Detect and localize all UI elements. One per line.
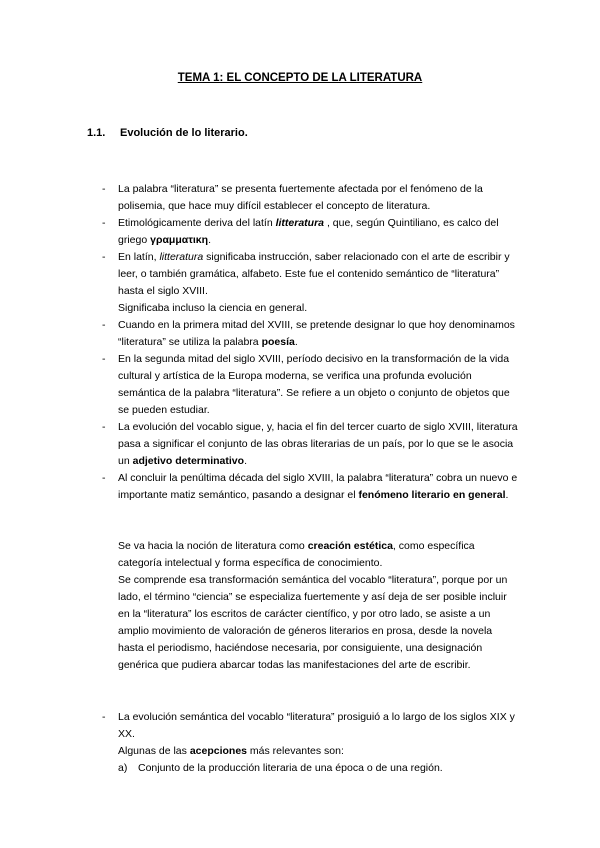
bullet-text: La palabra “literatura” se presenta fuertemente afectada por el fenómeno de la polisemia, que hace muy difícil establecer el concepto de literatura. [118,183,483,212]
bullet-text: . [505,489,509,501]
bullet-text: , que, según Quintiliano, es calco del griego [118,217,499,246]
section-heading [87,125,248,142]
bullet-dash: - [102,183,106,195]
bullet-text: Al concluir la penúltima década del siglo XVIII, la palabra “literatura” cobra un nuevo e importante matiz semántico, pasando a designar el [118,472,518,501]
bullet-text: La evolución del vocablo sigue, y, hacia el fin del tercer cuarto de siglo XVIII, literatura pasa a significar el conjunto de las obras literarias de un país, por lo que se le asocia un [118,421,518,467]
list-item [102,181,518,215]
paragraph [118,538,518,572]
bold-term: creación estética [307,540,393,552]
paragraph: Se comprende esa transformación semántica del vocablo “literatura”, porque por un lado, el término “ciencia” se especializa fuertemente y así deja de ser posible incluir en la “literatura” los escritos de carácter científico, y por otro lado, se asiste a un amplio movimiento de valoración de géneros literarios en prosa, desde la novela hasta el periodismo, haciéndose necesaria, por consiguiente, una designación genérica que pudiera abarcar todas las manifestaciones del arte de escribir. [118,574,508,671]
greek-term: γραμματικη [150,234,209,246]
list-item [102,419,518,470]
bullet-text: . [208,234,211,246]
page-title: TEMA 1: EL CONCEPTO DE LA LITERATURA [177,72,423,84]
bullet-text: Algunas de las [118,745,190,757]
bullet-text: . [294,336,298,348]
list-item [102,215,518,249]
bullet-text: más relevantes son: [247,745,344,757]
list-item [102,470,518,504]
bullet-dash: - [102,251,106,263]
sub-list-label: a) [118,762,128,774]
bullet-text: Cuando en la primera mitad del XVIII, se pretende designar lo que hoy denominamos “literatura” se utiliza la palabra [118,319,515,348]
emphasis-term: litteratura [275,217,325,229]
paragraph-text: , como específica categoría intelectual y forma específica de conocimiento. [118,540,475,569]
list-item [102,351,518,419]
bold-term: adjetivo determinativo [132,455,245,467]
bullet-dash: - [102,711,106,723]
bullet-dash: - [102,353,106,365]
bullet-text: Significaba incluso la ciencia en general. [118,302,308,314]
list-item [102,249,518,317]
sub-list [118,760,518,777]
section-title: Evolución de lo literario. [120,127,248,139]
list-item [102,317,518,351]
bullet-list [102,709,518,777]
bold-term: poesía [261,336,295,348]
bold-term: fenómeno literario en general [358,489,506,501]
bullet-text: . [244,455,247,467]
paragraph-text: Se va hacia la noción de literatura como [118,540,308,552]
bullet-dash: - [102,319,106,331]
paragraph-block [118,538,518,674]
bullet-dash: - [102,421,106,433]
bullet-dash: - [102,472,106,484]
bullet-text: En latín, [118,251,160,263]
bullet-dash: - [102,217,106,229]
bullet-list [102,181,518,504]
bold-term: acepciones [189,745,248,757]
list-item [102,709,518,777]
bullet-text: En la segunda mitad del siglo XVIII, período decisivo en la transformación de la vida cultural y artística de la Europa moderna, se verifica una profunda evolución semántica de la palabra “literatura”. Se refiere a un objeto o conjunto de objetos que se pueden estudiar. [118,353,510,416]
bullet-text: La evolución semántica del vocablo “literatura” prosiguió a lo largo de los siglos XIX y XX. [118,711,515,740]
section-number: 1.1. [87,127,106,139]
bullet-text: Etimológicamente deriva del latín [118,217,276,229]
sub-list-item [118,760,518,777]
sub-list-text: Conjunto de la producción literaria de una época o de una región. [138,762,443,774]
bullet-text: significaba instrucción, saber relacionado con el arte de escribir y leer, o también gramática, alfabeto. Este fue el contenido semántico de “literatura” hasta el siglo XVIII. [118,251,510,297]
emphasis-term: litteratura [159,251,204,263]
